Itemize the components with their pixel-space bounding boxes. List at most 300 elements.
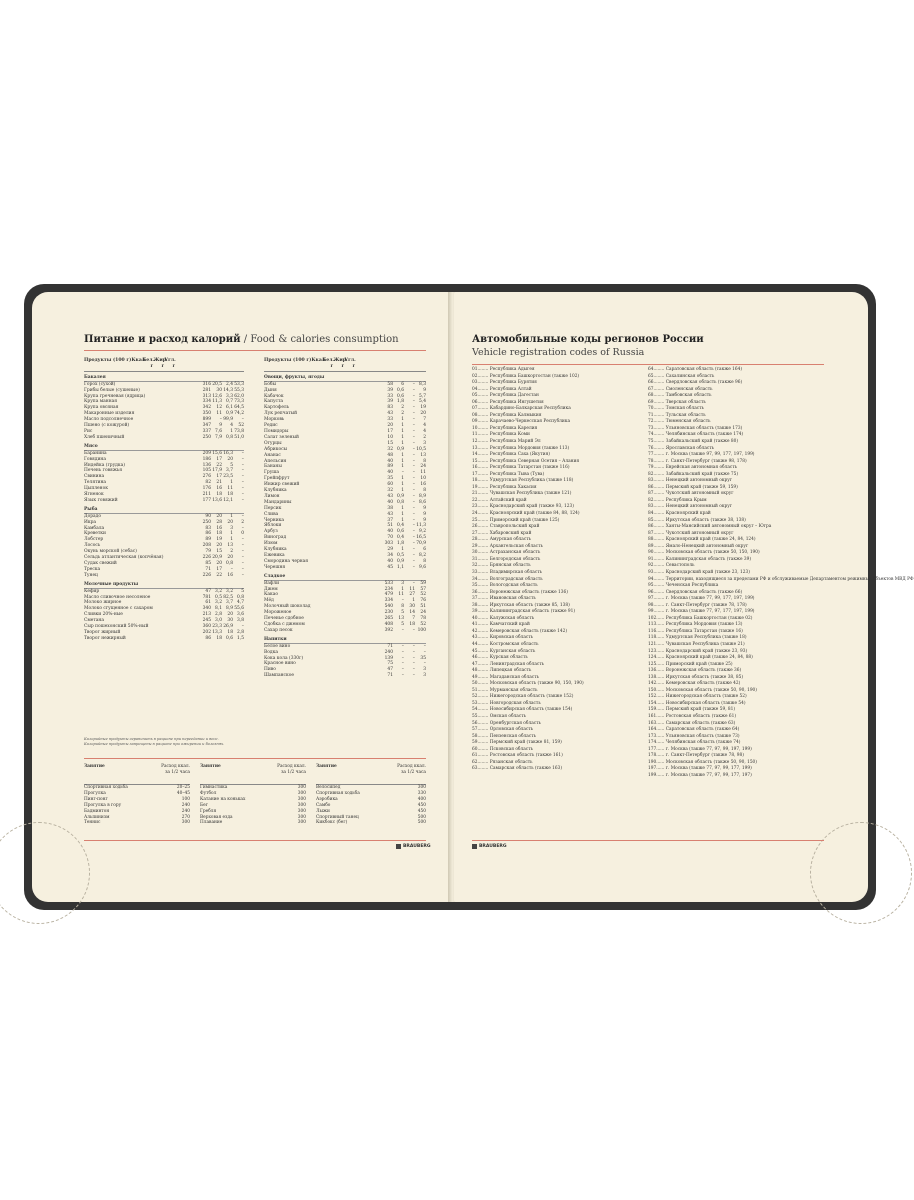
food-value: – xyxy=(241,480,244,486)
food-value: 39 xyxy=(387,387,393,393)
food-value: 1 xyxy=(401,417,404,423)
food-name: Молоко жирное xyxy=(84,600,122,606)
food-value: 2 xyxy=(230,549,233,555)
food-value: 1 xyxy=(401,511,404,517)
food-value: – xyxy=(412,470,415,476)
food-value: – xyxy=(412,458,415,464)
food-name: Джем xyxy=(264,586,278,592)
food-name: Морковь xyxy=(264,417,285,423)
region-code-entry: 71........ Тульская область xyxy=(648,412,706,418)
food-value: – xyxy=(241,513,244,519)
activity-header xyxy=(200,764,306,785)
open-notebook xyxy=(24,284,914,910)
food-value: 9,2 xyxy=(419,529,426,535)
food-name: Камбала xyxy=(84,525,105,531)
food-value: – xyxy=(412,541,415,547)
food-value: 334 xyxy=(202,399,211,405)
food-name: Творог жирный xyxy=(84,629,121,635)
food-value: 2,8 xyxy=(215,612,222,618)
region-code-entry: 42........ Кемеровская область (также 142) xyxy=(472,628,567,634)
food-value: 303 xyxy=(384,541,393,547)
food-value: – xyxy=(401,627,404,633)
region-code-entry: 82........ Забайкальский край (также 75) xyxy=(648,471,739,477)
food-value: 245 xyxy=(202,618,211,624)
food-value: – xyxy=(241,450,244,456)
region-code-entry: 34........ Волгоградская область xyxy=(472,576,543,582)
food-value: – xyxy=(412,464,415,470)
food-value: 20,9 xyxy=(212,555,222,561)
region-code-entry: 152...... Нижегородская область (также 52) xyxy=(648,694,747,700)
food-value: – xyxy=(412,517,415,523)
food-value: 11 xyxy=(398,592,404,598)
region-code-entry: 164...... Саратовская область (также 64) xyxy=(648,727,740,733)
food-value: 58 xyxy=(387,381,393,387)
food-value: 347 xyxy=(202,423,211,429)
food-name: Молоко сгущенное с сахаром xyxy=(84,606,153,612)
food-value: 30 xyxy=(216,387,222,393)
food-name: Говядина xyxy=(84,456,106,462)
activity-kcal: 330 xyxy=(417,790,426,796)
food-name: Макаронные изделия xyxy=(84,411,135,417)
food-value: 7,6 xyxy=(215,428,222,434)
food-value: 3 xyxy=(423,673,426,679)
region-code-entry: 70........ Томская область xyxy=(648,406,704,412)
food-value: 9,6 xyxy=(419,564,426,570)
region-code-entry: 125...... Приморский край (также 25) xyxy=(648,661,733,667)
activity-kcal: 300 xyxy=(297,814,306,820)
region-code-entry: 123...... Краснодарский край (также 23, 93) xyxy=(648,648,748,654)
food-value: 0,6 xyxy=(397,393,404,399)
food-value: 202 xyxy=(202,629,211,635)
food-value: – xyxy=(401,673,404,679)
activity-name: Самбо xyxy=(316,802,331,808)
food-name: Икра xyxy=(84,519,97,525)
food-name: Кока кола (330г) xyxy=(264,655,304,661)
food-table-left xyxy=(84,358,244,642)
region-code-entry: 85........ Иркутская область (также 38, 138) xyxy=(648,517,746,523)
food-name: Грибы белые (сушеные) xyxy=(84,387,140,393)
food-value: – xyxy=(423,661,426,667)
codes-title-en: Vehicle registration codes of Russia xyxy=(472,347,645,358)
food-value: 8,1 xyxy=(215,606,222,612)
food-value: 55,3 xyxy=(234,387,244,393)
food-value: 211 xyxy=(202,492,211,498)
header-label: Продукты (100 г) xyxy=(84,358,132,363)
food-value: 52 xyxy=(238,423,244,429)
food-value: 26,9 xyxy=(223,624,233,630)
region-code-entry: 84........ Красноярский край xyxy=(648,511,711,517)
food-value: 20 xyxy=(227,456,233,462)
food-value: – xyxy=(412,643,415,649)
region-code-entry: 31........ Белгородская область xyxy=(472,556,541,562)
food-value: 5 xyxy=(230,462,233,468)
food-value: – xyxy=(412,381,415,387)
food-value: – xyxy=(412,564,415,570)
food-value: 9 xyxy=(423,387,426,393)
food-name: Шампанское xyxy=(264,673,294,679)
food-value: 35 xyxy=(420,655,426,661)
food-value: 17,9 xyxy=(212,468,222,474)
food-value: 334 xyxy=(384,598,393,604)
activity-kcal: 20–25 xyxy=(176,785,190,790)
food-value: – xyxy=(412,434,415,440)
food-value: 540 xyxy=(384,604,393,610)
food-value: 8 xyxy=(401,604,404,610)
food-value: 14 xyxy=(409,610,415,616)
activity-name: Спортивная ходьба xyxy=(316,790,360,796)
food-name: Смородина черная xyxy=(264,558,309,564)
food-value: 2 xyxy=(401,411,404,417)
food-value: 78 xyxy=(420,616,426,622)
region-code-entry: 76........ Ярославская область xyxy=(648,445,715,451)
food-value: 24 xyxy=(420,610,426,616)
food-title-ru: Питание и расход калорий xyxy=(84,334,241,345)
food-value: 37 xyxy=(387,517,393,523)
region-code-entry: 08........ Республика Калмыкия xyxy=(472,412,542,418)
food-value: – xyxy=(401,470,404,476)
table-header xyxy=(264,358,426,372)
activity-name: Спортивный танец xyxy=(316,814,359,820)
food-name: Лук репчатый xyxy=(264,411,298,417)
food-value: 177 xyxy=(202,497,211,503)
food-value: 11 xyxy=(216,411,222,417)
food-value: 1,5 xyxy=(237,635,244,641)
food-value: 8,3 xyxy=(419,381,426,387)
region-code-entry: 04........ Республика Алтай xyxy=(472,386,532,392)
food-value: 20,5 xyxy=(212,381,222,387)
region-code-entry: 38........ Иркутская область (также 85, 138) xyxy=(472,602,570,608)
food-value: 213 xyxy=(202,612,211,618)
food-value: – xyxy=(412,411,415,417)
footnote-1: Калорийные продукты ограничить в рационе при переедании и весе. xyxy=(84,737,219,741)
region-code-entry: 94........ Территории, находящиеся за пределами РФ и обслуживаемые Департаментом режимных объектов МВД РФ xyxy=(648,576,914,582)
food-value: – xyxy=(412,511,415,517)
food-name: Редис xyxy=(264,423,278,429)
food-value: – xyxy=(412,547,415,553)
region-code-entry: 78........ г. Санкт-Петербург (также 98, 178) xyxy=(648,458,747,464)
region-code-entry: 102...... Республика Башкортостан (также 02) xyxy=(648,615,753,621)
food-value: 27 xyxy=(409,592,415,598)
region-code-entry: 66........ Свердловская область (также 96) xyxy=(648,380,743,386)
food-value: 250 xyxy=(202,434,211,440)
header-col: Ккал xyxy=(131,358,146,363)
food-value: – xyxy=(241,417,244,423)
region-code-entry: 197...... г. Москва (также 77, 97, 99, 177, 199) xyxy=(648,766,752,772)
food-name: Ягненок xyxy=(84,492,104,498)
food-value: – xyxy=(401,655,404,661)
food-title-en: / Food & calories consumption xyxy=(243,334,399,345)
food-value: 1 xyxy=(401,586,404,592)
region-code-entry: 07........ Кабардино-Балкарская Республика xyxy=(472,406,571,412)
food-value: 12 xyxy=(216,405,222,411)
food-name: Помидоры xyxy=(264,428,289,434)
region-code-entry: 150...... Московская область (также 50, 90, 190) xyxy=(648,687,757,693)
food-value: 71 xyxy=(387,673,393,679)
food-name: Персик xyxy=(264,505,282,511)
food-value: 0,6 xyxy=(226,635,233,641)
activity-name: Прогулка в гору xyxy=(84,802,122,808)
header-col: Угл. г xyxy=(164,358,176,369)
food-value: 47 xyxy=(387,667,393,673)
region-code-entry: 25........ Приморский край (также 125) xyxy=(472,517,560,523)
region-code-entry: 113...... Республика Мордовия (также 13) xyxy=(648,622,743,628)
food-value: 60 xyxy=(387,482,393,488)
region-code-entry: 21........ Чувашская Республика (также 121) xyxy=(472,491,572,497)
food-value: 250 xyxy=(202,519,211,525)
region-code-entry: 35........ Вологодская область xyxy=(472,583,538,589)
activity-name: Кикбокс (бег) xyxy=(316,820,348,826)
region-code-entry: 44........ Костромская область xyxy=(472,641,539,647)
food-value: 0,8 xyxy=(397,499,404,505)
food-value: 9 xyxy=(423,505,426,511)
region-code-entry: 29........ Архангельская область xyxy=(472,543,543,549)
food-value: 30 xyxy=(227,618,233,624)
activity-kcal: 300 xyxy=(181,820,190,826)
activity-unit: Расход ккал. за 1/2 часа xyxy=(161,764,190,775)
region-code-entry: 02........ Республика Башкортостан (также 102) xyxy=(472,373,580,379)
region-code-entry: 142...... Кемеровская область (также 42) xyxy=(648,681,741,687)
food-name: Черника xyxy=(264,517,285,523)
food-value: – xyxy=(241,543,244,549)
food-value: 5,7 xyxy=(419,393,426,399)
food-name: Пиво xyxy=(264,667,276,673)
region-code-entry: 86........ Ханты-Мансийский автономный округ – Югра xyxy=(648,524,772,530)
food-value: 3 xyxy=(423,667,426,673)
food-value: 13 xyxy=(398,616,404,622)
food-name: Дорадо xyxy=(84,513,101,519)
food-value: 1 xyxy=(401,434,404,440)
food-value: 15 xyxy=(216,549,222,555)
food-value: 5 xyxy=(241,588,244,594)
region-code-entry: 56........ Оренбургская область xyxy=(472,720,541,726)
header-col: Бел. г xyxy=(142,358,155,369)
food-value: – xyxy=(219,417,222,423)
food-value: 3 xyxy=(423,440,426,446)
food-name: Виноград xyxy=(264,535,287,541)
food-value: – xyxy=(401,667,404,673)
food-value: – xyxy=(412,387,415,393)
food-value: 51,0 xyxy=(234,434,244,440)
food-value: 0,6 xyxy=(397,529,404,535)
food-value: 0,7 xyxy=(226,399,233,405)
table-row xyxy=(84,636,244,642)
food-value: – xyxy=(241,456,244,462)
food-value: 0,9 xyxy=(226,411,233,417)
region-code-entry: 161...... Ростовская область (также 61) xyxy=(648,713,737,719)
food-name: Сдобка с джемом xyxy=(264,621,305,627)
food-value: 11 xyxy=(409,586,415,592)
food-value: 82,5 xyxy=(223,594,233,600)
food-value: 59 xyxy=(420,580,426,586)
food-name: Огурцы xyxy=(264,440,282,446)
activity-header xyxy=(316,764,426,785)
food-value: 43 xyxy=(387,493,393,499)
food-value: 12,6 xyxy=(212,393,222,399)
region-code-entry: 82........ Республика Крым xyxy=(648,497,707,503)
food-value: 52 xyxy=(420,621,426,627)
food-name: Хлеб пшеничный xyxy=(84,434,125,440)
food-value: 39 xyxy=(387,399,393,405)
food-value: 13 xyxy=(420,452,426,458)
region-code-entry: 177...... г. Москва (также 77, 97, 99, 197, 199) xyxy=(648,746,752,752)
food-value: 35 xyxy=(387,476,393,482)
food-value: 0,5 xyxy=(397,553,404,558)
logo-mark xyxy=(396,844,401,849)
food-name: Слива xyxy=(264,511,279,517)
food-value: 82 xyxy=(205,480,211,486)
region-code-entry: 124...... Красноярский край (также 24, 84, 88) xyxy=(648,655,753,661)
activity-unit: Расход ккал. за 1/2 часа xyxy=(397,764,426,775)
activity-name: Лыжи xyxy=(316,808,330,814)
region-code-entry: 33........ Владимирская область xyxy=(472,569,542,575)
food-name: Картофель xyxy=(264,405,290,411)
region-code-entry: 49........ Магаданская область xyxy=(472,674,539,680)
region-code-entry: 174...... Челябинская область (также 74) xyxy=(648,740,741,746)
food-value: 53,3 xyxy=(234,381,244,387)
food-name: Сливки 20%-ные xyxy=(84,612,123,618)
activity-kcal: 450 xyxy=(417,808,426,814)
food-name: Молочный шоколад xyxy=(264,604,311,610)
header-col: Бел. г xyxy=(322,358,335,369)
food-value: 350 xyxy=(202,411,211,417)
activity-name: Гребля xyxy=(200,808,217,814)
food-name: Кефир xyxy=(84,588,100,594)
bottom-line xyxy=(472,840,824,841)
region-code-entry: 10........ Республика Карелия xyxy=(472,425,538,431)
food-value: – xyxy=(412,452,415,458)
category-heading: Молочные продукты xyxy=(84,582,244,589)
food-value: 32 xyxy=(387,446,393,452)
food-value: 360 xyxy=(202,624,211,630)
region-code-entry: 163...... Самарская область (также 63) xyxy=(648,720,736,726)
region-code-entry: 26........ Ставропольский край xyxy=(472,524,540,530)
codes-list-left xyxy=(472,367,642,773)
food-value: – xyxy=(230,566,233,572)
region-code-entry: 75........ Забайкальский край (также 80) xyxy=(648,439,739,445)
region-code-entry: 92........ Севастополь xyxy=(648,563,695,569)
activity-name: Аэробика xyxy=(316,796,338,802)
region-code-entry: 63........ Самарская область (также 163) xyxy=(472,766,562,772)
food-name: Сыр пошехонский 50%-ный xyxy=(84,624,149,630)
food-value: 2,4 xyxy=(226,381,233,387)
region-code-entry: 74........ Челябинская область (также 174) xyxy=(648,432,744,438)
food-value: 1 xyxy=(401,547,404,553)
cover-stitching xyxy=(0,822,90,924)
food-value: 226 xyxy=(202,555,211,561)
activity-kcal: 450 xyxy=(417,802,426,808)
region-code-entry: 55........ Омская область xyxy=(472,713,526,719)
header-col: Ккал xyxy=(311,358,326,363)
food-value: 47 xyxy=(205,588,211,594)
food-value: 70 xyxy=(387,535,393,541)
food-name: Баранина xyxy=(84,450,107,456)
food-value: 20 xyxy=(387,423,393,429)
activity-kcal: 300 xyxy=(297,796,306,802)
food-value: 0,4 xyxy=(397,523,404,529)
food-value: 75 xyxy=(387,661,393,667)
category-heading: Рыба xyxy=(84,507,244,514)
food-value: – xyxy=(423,643,426,649)
activity-name: Гимнастика xyxy=(200,785,228,790)
food-value: 3,8 xyxy=(237,618,244,624)
food-value: – xyxy=(412,553,415,558)
food-value: 3,3 xyxy=(226,393,233,399)
activity-row xyxy=(84,820,190,826)
region-code-entry: 51........ Мурманская область xyxy=(472,687,538,693)
food-value: 8,9 xyxy=(226,606,233,612)
food-value: 392 xyxy=(384,627,393,633)
food-value: – xyxy=(412,580,415,586)
food-value: 16,3 xyxy=(223,450,233,456)
region-code-entry: 24........ Красноярский край (также 84, 88, 124) xyxy=(472,511,580,517)
food-value: 11 xyxy=(420,470,426,476)
activity-kcal: 500 xyxy=(417,820,426,826)
brand-logo: BRAUBERG xyxy=(396,844,431,849)
food-value: 209 xyxy=(202,450,211,456)
food-value: 8 xyxy=(423,458,426,464)
food-value: 83 xyxy=(387,405,393,411)
activity-kcal: 400 xyxy=(417,796,426,802)
food-value: – xyxy=(412,523,415,529)
food-value: 20 xyxy=(420,411,426,417)
food-value: – xyxy=(241,624,244,630)
activity-name: Катание на коньках xyxy=(200,796,246,802)
food-value: 23,5 xyxy=(223,474,233,480)
food-value: 79 xyxy=(205,549,211,555)
food-value: 2 xyxy=(423,434,426,440)
food-value: 17 xyxy=(216,474,222,480)
region-code-entry: 89........ Ямало-Ненецкий автономный округ xyxy=(648,543,749,549)
food-value: 479 xyxy=(384,592,393,598)
region-code-entry: 11........ Республика Коми xyxy=(472,432,530,438)
food-name: Изюм xyxy=(264,541,278,547)
food-value: 40 xyxy=(387,458,393,464)
food-value: 0,9 xyxy=(397,446,404,452)
food-value: 408 xyxy=(384,621,393,627)
activity-kcal: 300 xyxy=(297,808,306,814)
activity-row xyxy=(200,820,306,826)
food-value: 1,1 xyxy=(397,564,404,570)
region-code-entry: 83........ Ненецкий автономный округ xyxy=(648,478,733,484)
food-name: Рис xyxy=(84,428,93,434)
food-value: – xyxy=(401,649,404,655)
food-name: Салат зеленый xyxy=(264,434,299,440)
food-value: 18 xyxy=(216,531,222,537)
region-code-entry: 96........ Свердловская область (также 66) xyxy=(648,589,743,595)
food-name: Сметана xyxy=(84,618,104,624)
region-code-entry: 90........ Московская область (также 50, 150, 190) xyxy=(648,550,760,556)
food-value: 1 xyxy=(401,452,404,458)
food-value: 240 xyxy=(384,649,393,655)
activity-divider xyxy=(84,758,426,759)
food-value: 5 xyxy=(401,610,404,616)
food-value: 316 xyxy=(202,381,211,387)
food-value: 20 xyxy=(227,519,233,525)
activity-table-2 xyxy=(200,764,306,826)
food-value: 86 xyxy=(205,635,211,641)
food-value: 313 xyxy=(202,393,211,399)
food-value: 86 xyxy=(205,531,211,537)
food-value: 8 xyxy=(423,488,426,494)
food-value: 85 xyxy=(205,561,211,566)
food-value: 136 xyxy=(202,462,211,468)
food-value: – xyxy=(241,572,244,578)
activity-kcal: 300 xyxy=(417,785,426,790)
food-name: Водка xyxy=(264,649,278,655)
region-code-entry: 19........ Республика Хакасия xyxy=(472,484,537,490)
food-value: 8 xyxy=(423,558,426,564)
category-heading: Напитки xyxy=(264,637,426,644)
